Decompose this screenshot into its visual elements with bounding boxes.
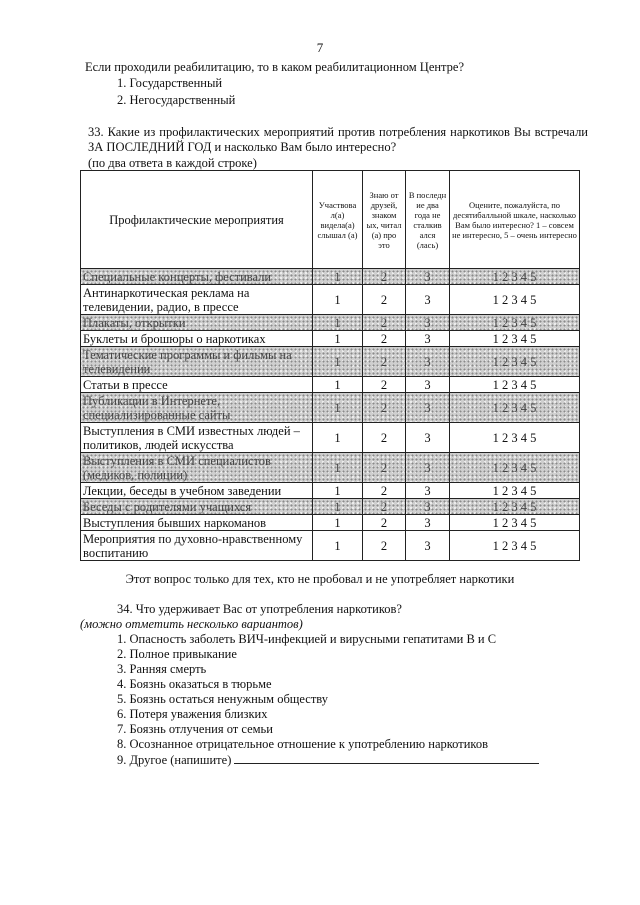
answer-rating-scale[interactable]: 1 2 3 4 5 [450, 531, 580, 561]
answer-participated[interactable]: 1 [313, 423, 363, 453]
q34-option-9 [117, 752, 539, 768]
answer-know[interactable]: 2 [363, 377, 406, 393]
answer-not-encountered[interactable]: 3 [406, 331, 450, 347]
answer-participated[interactable]: 1 [313, 483, 363, 499]
table-header-row [81, 171, 580, 269]
answer-participated[interactable]: 1 [313, 393, 363, 423]
answer-not-encountered[interactable]: 3 [406, 515, 450, 531]
table-row [81, 423, 580, 453]
question-33-text: 33. Какие из профилактических мероприятий против потребления наркотиков Вы встречали ЗА ПОСЛЕДНИЙ ГОД и насколько Вам было интересно? [88, 125, 588, 154]
table-row [81, 347, 580, 377]
table-row [81, 499, 580, 515]
rehab-option-private: 2. Негосударственный [117, 93, 236, 107]
q34-option-6: 6. Потеря уважения близких [117, 707, 268, 721]
measure-name: Лекции, беседы в учебном заведении [81, 483, 313, 499]
answer-know[interactable]: 2 [363, 269, 406, 285]
table-row [81, 393, 580, 423]
write-in-line[interactable] [234, 752, 539, 764]
answer-rating-scale[interactable]: 1 2 3 4 5 [450, 347, 580, 377]
answer-know[interactable]: 2 [363, 331, 406, 347]
answer-not-encountered[interactable]: 3 [406, 453, 450, 483]
measure-name: Антинаркотическая реклама на телевидении, радио, в прессе [81, 285, 313, 315]
table-row [81, 377, 580, 393]
table-row [81, 483, 580, 499]
answer-not-encountered[interactable]: 3 [406, 377, 450, 393]
answer-know[interactable]: 2 [363, 285, 406, 315]
question-34-text: 34. Что удерживает Вас от употребления наркотиков? [117, 602, 402, 616]
answer-not-encountered[interactable]: 3 [406, 531, 450, 561]
q34-option-8: 8. Осознанное отрицательное отношение к употреблению наркотиков [117, 737, 489, 751]
answer-participated[interactable]: 1 [313, 531, 363, 561]
answer-know[interactable]: 2 [363, 515, 406, 531]
answer-rating-scale[interactable]: 1 2 3 4 5 [450, 285, 580, 315]
measure-name: Публикации в Интернете, специализированные сайты [81, 393, 313, 423]
answer-know[interactable]: 2 [363, 531, 406, 561]
measure-name: Специальные концерты, фестивали [81, 269, 313, 285]
question-34-note: (можно отметить несколько вариантов) [80, 617, 303, 631]
table-row [81, 315, 580, 331]
q34-option-9-label: 9. Другое (напишите) [117, 753, 232, 767]
measure-name: Беседы с родителями учащихся [81, 499, 313, 515]
measure-name: Тематические программы и фильмы на телевидении [81, 347, 313, 377]
table-row [81, 453, 580, 483]
answer-participated[interactable]: 1 [313, 285, 363, 315]
answer-know[interactable]: 2 [363, 499, 406, 515]
measure-name: Статьи в прессе [81, 377, 313, 393]
question-33-note: (по два ответа в каждой строке) [88, 156, 257, 170]
measure-name: Выступления бывших наркоманов [81, 515, 313, 531]
answer-not-encountered[interactable]: 3 [406, 423, 450, 453]
answer-participated[interactable]: 1 [313, 269, 363, 285]
header-interest-rating: Оцените, пожалуйста, по десятибалльной шкале, насколько Вам было интересно? 1 – совсем не интересно, 5 – очень интересно [450, 171, 580, 269]
answer-participated[interactable]: 1 [313, 515, 363, 531]
answer-rating-scale[interactable]: 1 2 3 4 5 [450, 515, 580, 531]
answer-not-encountered[interactable]: 3 [406, 483, 450, 499]
measure-name: Плакаты, открытки [81, 315, 313, 331]
prevention-measures-table [80, 170, 580, 561]
answer-participated[interactable]: 1 [313, 331, 363, 347]
answer-not-encountered[interactable]: 3 [406, 269, 450, 285]
measure-name: Буклеты и брошюры о наркотиках [81, 331, 313, 347]
answer-rating-scale[interactable]: 1 2 3 4 5 [450, 331, 580, 347]
answer-rating-scale[interactable]: 1 2 3 4 5 [450, 483, 580, 499]
measure-name: Выступления в СМИ специалистов (медиков, полиции) [81, 453, 313, 483]
table-row [81, 331, 580, 347]
answer-know[interactable]: 2 [363, 315, 406, 331]
table-row [81, 531, 580, 561]
answer-not-encountered[interactable]: 3 [406, 347, 450, 377]
answer-participated[interactable]: 1 [313, 453, 363, 483]
q34-option-2: 2. Полное привыкание [117, 647, 237, 661]
measure-name: Выступления в СМИ известных людей – политиков, людей искусства [81, 423, 313, 453]
q34-option-1: 1. Опасность заболеть ВИЧ-инфекцией и вирусными гепатитами В и С [117, 632, 497, 646]
answer-know[interactable]: 2 [363, 483, 406, 499]
table-row [81, 285, 580, 315]
header-measures: Профилактические мероприятия [81, 171, 313, 269]
answer-participated[interactable]: 1 [313, 315, 363, 331]
table-row [81, 515, 580, 531]
measure-name: Мероприятия по духовно-нравственному воспитанию [81, 531, 313, 561]
answer-rating-scale[interactable]: 1 2 3 4 5 [450, 423, 580, 453]
answer-participated[interactable]: 1 [313, 377, 363, 393]
page-number: 7 [316, 40, 324, 55]
answer-rating-scale[interactable]: 1 2 3 4 5 [450, 269, 580, 285]
answer-rating-scale[interactable]: 1 2 3 4 5 [450, 453, 580, 483]
q34-option-7: 7. Боязнь отлучения от семьи [117, 722, 273, 736]
table-row [81, 269, 580, 285]
header-know-from-friends: Знаю от друзей, знаком ых, читал (а) про это [363, 171, 406, 269]
answer-not-encountered[interactable]: 3 [406, 499, 450, 515]
answer-not-encountered[interactable]: 3 [406, 285, 450, 315]
answer-know[interactable]: 2 [363, 423, 406, 453]
q34-option-3: 3. Ранняя смерть [117, 662, 207, 676]
header-not-encountered: В последн ие два года не сталкив ался (лась) [406, 171, 450, 269]
q34-option-5: 5. Боязнь остаться ненужным обществу [117, 692, 329, 706]
header-participated: Участвова л(а) видела(а) слышал (а) [313, 171, 363, 269]
answer-rating-scale[interactable]: 1 2 3 4 5 [450, 499, 580, 515]
answer-rating-scale[interactable]: 1 2 3 4 5 [450, 377, 580, 393]
answer-know[interactable]: 2 [363, 393, 406, 423]
answer-participated[interactable]: 1 [313, 347, 363, 377]
answer-participated[interactable]: 1 [313, 499, 363, 515]
rehab-question: Если проходили реабилитацию, то в каком реабилитационном Центре? [85, 60, 465, 74]
question-34-condition: Этот вопрос только для тех, кто не пробовал и не употребляет наркотики [125, 572, 515, 586]
answer-not-encountered[interactable]: 3 [406, 315, 450, 331]
answer-know[interactable]: 2 [363, 453, 406, 483]
answer-rating-scale[interactable]: 1 2 3 4 5 [450, 315, 580, 331]
q34-option-4: 4. Боязнь оказаться в тюрьме [117, 677, 272, 691]
rehab-option-state: 1. Государственный [117, 76, 223, 90]
answer-rating-scale[interactable]: 1 2 3 4 5 [450, 393, 580, 423]
answer-not-encountered[interactable]: 3 [406, 393, 450, 423]
answer-know[interactable]: 2 [363, 347, 406, 377]
